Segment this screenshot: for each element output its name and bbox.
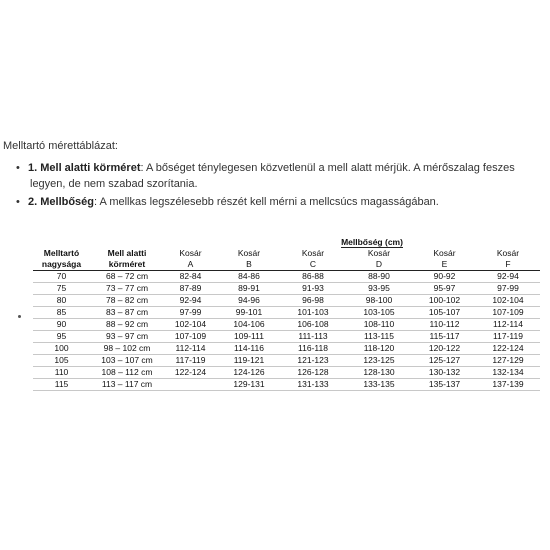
instruction-item: • 1. Mell alatti körméret: A bőséget ténylegesen közvetlenül a mell alatt mérjük. A mérőszalag feszes legyen, de nem szabad szorítania. [16, 162, 515, 190]
table-row [33, 271, 540, 283]
bust-cell: 84-86 [217, 271, 281, 283]
bust-cell: 89-91 [217, 283, 281, 295]
bust-cell: 117-119 [476, 331, 540, 343]
table-row [33, 283, 540, 295]
bust-cell: 98-100 [345, 295, 413, 307]
underbust-cell: 108 – 112 cm [90, 367, 164, 379]
bust-cell: 132-134 [476, 367, 540, 379]
instruction-text: : A bőséget ténylegesen közvetlenül a mell alatt mérjük. A mérőszalag feszes legyen, de nem szabad szorítania. [30, 162, 515, 190]
header-cup-letter: E [413, 259, 476, 271]
bust-cell: 97-99 [476, 283, 540, 295]
bust-cell: 91-93 [281, 283, 345, 295]
bust-cell: 113-115 [345, 331, 413, 343]
size-cell: 70 [33, 271, 90, 283]
table-row [33, 379, 540, 391]
table-row [33, 343, 540, 355]
bust-cell: 127-129 [476, 355, 540, 367]
size-cell: 115 [33, 379, 90, 391]
bust-cell: 126-128 [281, 367, 345, 379]
instruction-text: : A mellkas legszélesebb részét kell mérni a mellcsúcs magasságában. [94, 196, 439, 208]
bust-cell: 116-118 [281, 343, 345, 355]
header-underbust-line1: Mell alatti [107, 248, 147, 258]
bust-cell: 122-124 [164, 367, 217, 379]
bust-cell: 102-104 [164, 319, 217, 331]
size-cell: 105 [33, 355, 90, 367]
bust-cell [164, 379, 217, 391]
table-row [33, 319, 540, 331]
bust-cell: 100-102 [413, 295, 476, 307]
bust-cell: 94-96 [217, 295, 281, 307]
header-cup-letter: A [164, 259, 217, 271]
bust-cell: 122-124 [476, 343, 540, 355]
bust-cell: 109-111 [217, 331, 281, 343]
bust-cell: 117-119 [164, 355, 217, 367]
bust-cell: 93-95 [345, 283, 413, 295]
table-row [33, 307, 540, 319]
instruction-label: 1. Mell alatti körméret [28, 162, 141, 174]
bust-cell: 119-121 [217, 355, 281, 367]
size-cell: 90 [33, 319, 90, 331]
bust-cell: 107-109 [476, 307, 540, 319]
bust-cell: 108-110 [345, 319, 413, 331]
bust-cell: 92-94 [476, 271, 540, 283]
bust-cell: 103-105 [345, 307, 413, 319]
underbust-cell: 103 – 107 cm [90, 355, 164, 367]
header-underbust-line2: körméret [90, 259, 164, 271]
underbust-cell: 68 – 72 cm [90, 271, 164, 283]
bust-cell: 87-89 [164, 283, 217, 295]
bust-cell: 121-123 [281, 355, 345, 367]
table-row [33, 355, 540, 367]
bust-cell: 135-137 [413, 379, 476, 391]
underbust-cell: 73 – 77 cm [90, 283, 164, 295]
bust-cell: 133-135 [345, 379, 413, 391]
header-cup-word: Kosár [301, 248, 325, 258]
bust-cell: 88-90 [345, 271, 413, 283]
bust-cell: 120-122 [413, 343, 476, 355]
bust-cell: 92-94 [164, 295, 217, 307]
instruction-item: • 2. Mellbőség: A mellkas legszélesebb részét kell mérni a mellcsúcs magasságában. [16, 196, 439, 208]
bust-cell: 110-112 [413, 319, 476, 331]
bust-cell: 107-109 [164, 331, 217, 343]
bust-cell: 86-88 [281, 271, 345, 283]
group-header: Mellbőség (cm) [341, 237, 403, 247]
header-cup-word: Kosár [179, 248, 202, 258]
header-cup-letter: F [476, 259, 540, 271]
header-cup-letter: C [281, 259, 345, 271]
bust-cell: 130-132 [413, 367, 476, 379]
size-cell: 95 [33, 331, 90, 343]
list-bullet [18, 315, 21, 318]
bust-cell: 96-98 [281, 295, 345, 307]
bust-cell: 128-130 [345, 367, 413, 379]
bust-cell: 129-131 [217, 379, 281, 391]
instruction-label: 2. Mellbőség [28, 196, 95, 208]
underbust-cell: 78 – 82 cm [90, 295, 164, 307]
bust-cell: 105-107 [413, 307, 476, 319]
header-cup-word: Kosár [433, 248, 456, 258]
header-size-line1: Melltartó [43, 248, 80, 258]
bust-cell: 106-108 [281, 319, 345, 331]
table-row [33, 367, 540, 379]
bust-cell: 137-139 [476, 379, 540, 391]
underbust-cell: 88 – 92 cm [90, 319, 164, 331]
size-cell: 110 [33, 367, 90, 379]
instruction-list [0, 160, 538, 212]
underbust-cell: 98 – 102 cm [90, 343, 164, 355]
bust-cell: 131-133 [281, 379, 345, 391]
bust-cell: 102-104 [476, 295, 540, 307]
bust-cell: 99-101 [217, 307, 281, 319]
table-row [33, 295, 540, 307]
header-cup-letter: D [345, 259, 413, 271]
bust-cell: 118-120 [345, 343, 413, 355]
header-cup-word: Kosár [496, 248, 520, 258]
header-size-line2: nagysága [33, 259, 90, 271]
underbust-cell: 83 – 87 cm [90, 307, 164, 319]
bust-cell: 115-117 [413, 331, 476, 343]
underbust-cell: 113 – 117 cm [90, 379, 164, 391]
table-row [33, 331, 540, 343]
page-heading: Melltartó mérettáblázat: [3, 140, 118, 152]
bust-cell: 82-84 [164, 271, 217, 283]
size-cell: 100 [33, 343, 90, 355]
header-cup-word: Kosár [367, 248, 391, 258]
bust-cell: 101-103 [281, 307, 345, 319]
header-cup-word: Kosár [237, 248, 261, 258]
bust-cell: 95-97 [413, 283, 476, 295]
bust-cell: 97-99 [164, 307, 217, 319]
size-cell: 80 [33, 295, 90, 307]
size-cell: 85 [33, 307, 90, 319]
bust-cell: 111-113 [281, 331, 345, 343]
size-cell: 75 [33, 283, 90, 295]
bust-cell: 125-127 [413, 355, 476, 367]
bust-cell: 123-125 [345, 355, 413, 367]
bust-cell: 114-116 [217, 343, 281, 355]
bust-cell: 112-114 [164, 343, 217, 355]
underbust-cell: 93 – 97 cm [90, 331, 164, 343]
bust-cell: 104-106 [217, 319, 281, 331]
bust-cell: 112-114 [476, 319, 540, 331]
size-table [33, 237, 540, 391]
bust-cell: 124-126 [217, 367, 281, 379]
bust-cell: 90-92 [413, 271, 476, 283]
header-cup-letter: B [217, 259, 281, 271]
